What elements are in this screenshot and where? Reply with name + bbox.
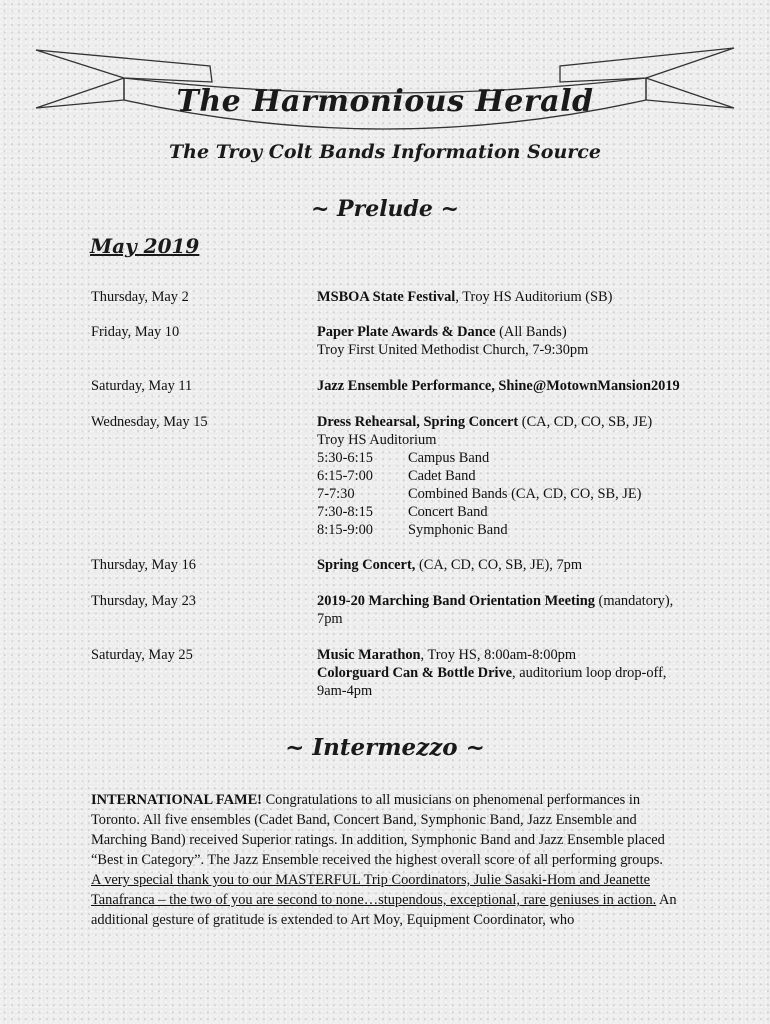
intermezzo-paragraph-1-text: Congratulations to all musicians on phenomenal performances in Toronto. All five ensembles (Cadet Band, Concert Band, Symphonic Band, Jazz Ensemble and Marching Band) received Superior ratings. In addition, Symphonic Band and Jazz Ensemble placed “Best in Category”. The Jazz Ensemble received the highest overall score of all performing groups. bbox=[91, 792, 665, 868]
event-info: (mandatory), bbox=[594, 593, 674, 609]
event-details bbox=[317, 592, 717, 628]
event-info: (CA, CD, CO, SB, JE) bbox=[518, 414, 653, 430]
event-info: (All Bands) bbox=[495, 324, 567, 340]
event-detail-line bbox=[317, 431, 717, 449]
intermezzo-lead: INTERNATIONAL FAME! bbox=[91, 792, 262, 808]
event-title: Spring Concert, bbox=[317, 557, 416, 573]
intermezzo-paragraph-1 bbox=[91, 790, 687, 870]
prelude-heading: ~ Prelude ~ bbox=[310, 196, 460, 222]
event-details bbox=[317, 377, 717, 395]
event-date: Saturday, May 11 bbox=[91, 378, 193, 394]
intermezzo-body bbox=[91, 790, 687, 930]
event-info: , auditorium loop drop-off, bbox=[512, 665, 667, 681]
event-title: Dress Rehearsal, Spring Concert bbox=[317, 414, 519, 430]
schedule-band: Concert Band bbox=[408, 504, 488, 520]
event-details bbox=[317, 556, 717, 574]
event-details bbox=[317, 288, 717, 306]
event-info: Troy HS Auditorium bbox=[317, 432, 437, 448]
schedule-time: 7:30-8:15 bbox=[317, 504, 373, 520]
schedule-time: 5:30-6:15 bbox=[317, 450, 373, 466]
event-detail-line bbox=[317, 288, 717, 306]
event-date: Thursday, May 2 bbox=[91, 289, 189, 305]
event-title: Colorguard Can & Bottle Drive bbox=[317, 665, 513, 681]
newsletter-subtitle: The Troy Colt Bands Information Source bbox=[169, 141, 601, 163]
event-details bbox=[317, 323, 717, 359]
equipment-coordinator-thanks: An additional gesture of gratitude is extended to Art Moy, Equipment Coordinator, who bbox=[91, 892, 677, 928]
event-info: , Troy HS, 8:00am-8:00pm bbox=[420, 647, 577, 663]
trip-coordinators-thanks: A very special thank you to our MASTERFUL Trip Coordinators, Julie Sasaki-Hom and Jeanette Tanafranca – the two of you are second to none…stupendous, exceptional, rare geniuses in action. bbox=[91, 872, 657, 908]
month-heading: May 2019 bbox=[90, 234, 200, 258]
schedule-band: Cadet Band bbox=[408, 468, 476, 484]
schedule-band: Campus Band bbox=[408, 450, 490, 466]
event-title: Paper Plate Awards & Dance bbox=[317, 324, 496, 340]
event-detail-line bbox=[317, 610, 717, 628]
event-title: Jazz Ensemble Performance, Shine@MotownMansion2019 bbox=[317, 378, 680, 394]
event-info: Troy First United Methodist Church, 7-9:30pm bbox=[317, 342, 589, 358]
event-detail-line bbox=[317, 592, 717, 610]
event-title: Music Marathon bbox=[317, 647, 421, 663]
newsletter-title: The Harmonious Herald bbox=[176, 84, 594, 119]
event-detail-line bbox=[317, 323, 717, 341]
schedule-entry bbox=[317, 485, 717, 503]
schedule-entry bbox=[317, 521, 717, 539]
event-detail-line bbox=[317, 413, 717, 431]
event-title: 2019-20 Marching Band Orientation Meeting bbox=[317, 593, 595, 609]
event-date: Thursday, May 23 bbox=[91, 593, 196, 609]
event-detail-line bbox=[317, 682, 717, 700]
event-detail-line bbox=[317, 646, 717, 664]
event-date: Saturday, May 25 bbox=[91, 647, 193, 663]
schedule-entry bbox=[317, 449, 717, 467]
masthead-banner bbox=[0, 0, 770, 150]
schedule-entry bbox=[317, 467, 717, 485]
event-info: , Troy HS Auditorium (SB) bbox=[455, 289, 613, 305]
event-date: Friday, May 10 bbox=[91, 324, 180, 340]
event-details bbox=[317, 646, 717, 700]
schedule-band: Symphonic Band bbox=[408, 522, 508, 538]
event-details bbox=[317, 413, 717, 539]
schedule-time: 7-7:30 bbox=[317, 486, 355, 502]
event-date: Thursday, May 16 bbox=[91, 557, 196, 573]
event-info: 7pm bbox=[317, 611, 343, 627]
intermezzo-heading: ~ Intermezzo ~ bbox=[285, 734, 485, 761]
event-title: MSBOA State Festival bbox=[317, 289, 456, 305]
event-detail-line bbox=[317, 377, 717, 395]
event-date: Wednesday, May 15 bbox=[91, 414, 208, 430]
event-detail-line bbox=[317, 341, 717, 359]
intermezzo-paragraph-2 bbox=[91, 870, 687, 930]
schedule-entry bbox=[317, 503, 717, 521]
event-detail-line bbox=[317, 556, 717, 574]
event-info: 9am-4pm bbox=[317, 683, 373, 699]
schedule-band: Combined Bands (CA, CD, CO, SB, JE) bbox=[408, 486, 642, 502]
event-info: (CA, CD, CO, SB, JE), 7pm bbox=[415, 557, 583, 573]
event-detail-line bbox=[317, 664, 717, 682]
schedule-time: 8:15-9:00 bbox=[317, 522, 373, 538]
schedule-time: 6:15-7:00 bbox=[317, 468, 373, 484]
